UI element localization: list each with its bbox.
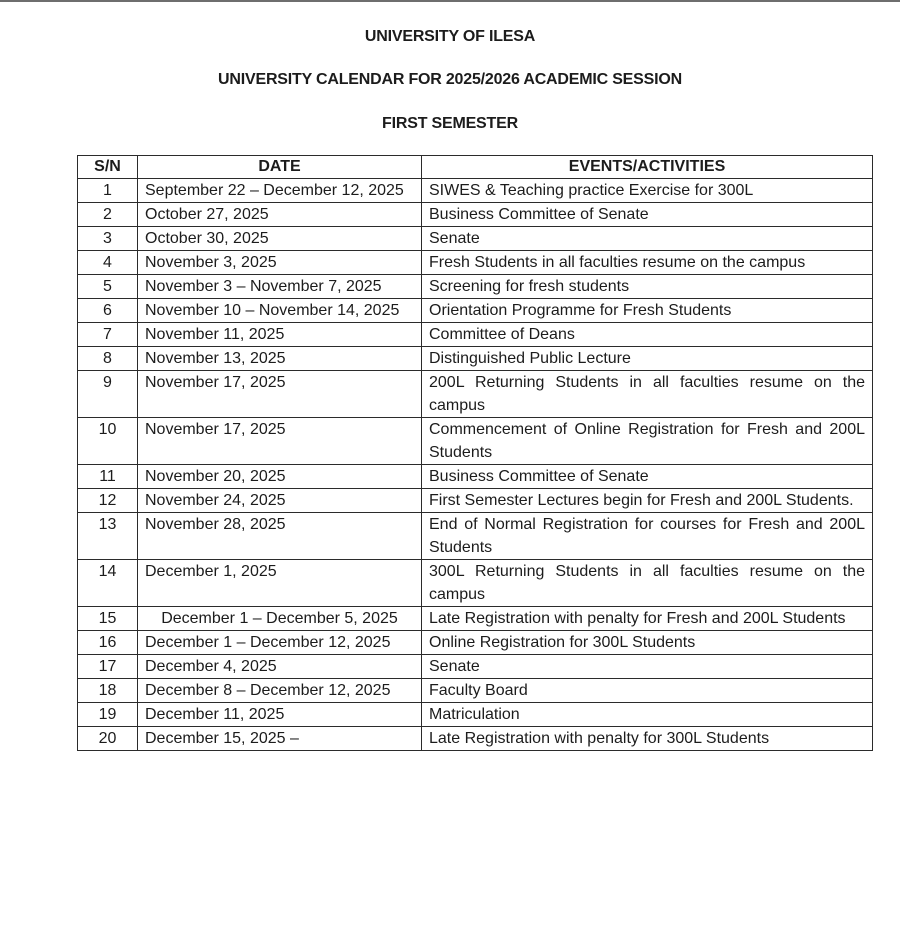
row-date: November 20, 2025 — [138, 465, 422, 489]
row-sn: 9 — [78, 371, 138, 418]
row-sn: 19 — [78, 703, 138, 727]
row-sn: 17 — [78, 655, 138, 679]
calendar-title: UNIVERSITY CALENDAR FOR 2025/2026 ACADEMIC SESSION — [218, 71, 682, 88]
row-sn: 10 — [78, 418, 138, 465]
row-sn: 3 — [78, 227, 138, 251]
row-date: November 17, 2025 — [138, 371, 422, 418]
row-sn: 6 — [78, 299, 138, 323]
row-date: December 15, 2025 – — [138, 727, 422, 751]
row-date: November 3 – November 7, 2025 — [138, 275, 422, 299]
row-event: Online Registration for 300L Students — [422, 631, 873, 655]
table-row — [78, 655, 873, 679]
row-event: Orientation Programme for Fresh Students — [422, 299, 873, 323]
institution-name: UNIVERSITY OF ILESA — [364, 28, 536, 45]
row-event: Late Registration with penalty for Fresh and 200L Students — [422, 607, 873, 631]
row-date: November 11, 2025 — [138, 323, 422, 347]
row-date: October 30, 2025 — [138, 227, 422, 251]
table-row — [78, 203, 873, 227]
row-sn: 13 — [78, 513, 138, 560]
row-date: November 28, 2025 — [138, 513, 422, 560]
top-border-line — [0, 0, 900, 2]
table-row — [78, 727, 873, 751]
column-header-date: DATE — [138, 156, 422, 179]
row-sn: 16 — [78, 631, 138, 655]
row-date: November 13, 2025 — [138, 347, 422, 371]
table-header-row — [78, 156, 873, 179]
table-row — [78, 299, 873, 323]
table-row — [78, 418, 873, 465]
row-event: Late Registration with penalty for 300L Students — [422, 727, 873, 751]
table-row — [78, 631, 873, 655]
row-event: Business Committee of Senate — [422, 465, 873, 489]
row-date: December 1 – December 12, 2025 — [138, 631, 422, 655]
row-sn: 7 — [78, 323, 138, 347]
row-sn: 8 — [78, 347, 138, 371]
row-sn: 18 — [78, 679, 138, 703]
row-date: November 24, 2025 — [138, 489, 422, 513]
row-date: December 1, 2025 — [138, 560, 422, 607]
row-event: Business Committee of Senate — [422, 203, 873, 227]
row-event: Matriculation — [422, 703, 873, 727]
row-event: Commencement of Online Registration for Fresh and 200L Students — [422, 418, 873, 465]
table-row — [78, 227, 873, 251]
row-sn: 5 — [78, 275, 138, 299]
table-row — [78, 323, 873, 347]
row-event: Senate — [422, 655, 873, 679]
row-event: Fresh Students in all faculties resume on the campus — [422, 251, 873, 275]
row-date: November 10 – November 14, 2025 — [138, 299, 422, 323]
row-sn: 20 — [78, 727, 138, 751]
table-row — [78, 179, 873, 203]
table-row — [78, 703, 873, 727]
row-date: December 4, 2025 — [138, 655, 422, 679]
calendar-table — [77, 155, 873, 751]
table-row — [78, 560, 873, 607]
table-row — [78, 371, 873, 418]
row-date: December 1 – December 5, 2025 — [138, 607, 422, 631]
row-event: Committee of Deans — [422, 323, 873, 347]
table-row — [78, 251, 873, 275]
table-row — [78, 513, 873, 560]
row-event: Distinguished Public Lecture — [422, 347, 873, 371]
row-event: Faculty Board — [422, 679, 873, 703]
row-event: 300L Returning Students in all faculties resume on the campus — [422, 560, 873, 607]
row-event: Screening for fresh students — [422, 275, 873, 299]
table-row — [78, 347, 873, 371]
row-sn: 4 — [78, 251, 138, 275]
row-date: November 3, 2025 — [138, 251, 422, 275]
semester-heading: FIRST SEMESTER — [382, 115, 518, 132]
row-event: SIWES & Teaching practice Exercise for 300L — [422, 179, 873, 203]
column-header-sn: S/N — [78, 156, 138, 179]
row-event: 200L Returning Students in all faculties resume on the campus — [422, 371, 873, 418]
row-date: October 27, 2025 — [138, 203, 422, 227]
row-date: November 17, 2025 — [138, 418, 422, 465]
row-date: December 8 – December 12, 2025 — [138, 679, 422, 703]
table-row — [78, 275, 873, 299]
row-date: September 22 – December 12, 2025 — [138, 179, 422, 203]
row-sn: 2 — [78, 203, 138, 227]
table-row — [78, 465, 873, 489]
row-sn: 15 — [78, 607, 138, 631]
row-sn: 1 — [78, 179, 138, 203]
row-sn: 12 — [78, 489, 138, 513]
row-event: Senate — [422, 227, 873, 251]
table-row — [78, 679, 873, 703]
row-sn: 11 — [78, 465, 138, 489]
column-header-events: EVENTS/ACTIVITIES — [422, 156, 873, 179]
row-sn: 14 — [78, 560, 138, 607]
row-date: December 11, 2025 — [138, 703, 422, 727]
table-row — [78, 607, 873, 631]
row-event: End of Normal Registration for courses for Fresh and 200L Students — [422, 513, 873, 560]
row-event: First Semester Lectures begin for Fresh and 200L Students. — [422, 489, 873, 513]
table-row — [78, 489, 873, 513]
